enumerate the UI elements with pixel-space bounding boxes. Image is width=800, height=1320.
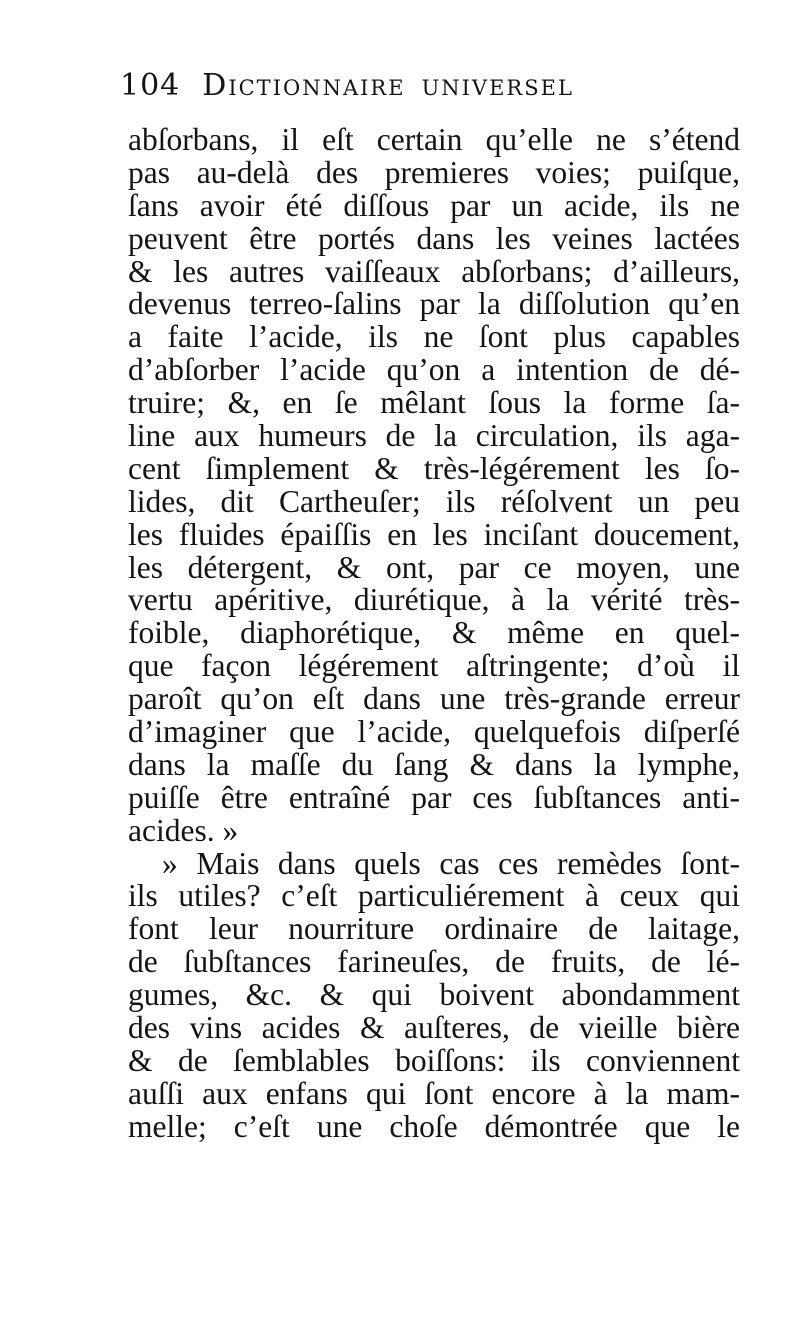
text-line: devenus terreo-ſalins par la diſſolution qu’en bbox=[128, 286, 740, 322]
text-line: auſſi aux enfans qui ſont encore à la mam- bbox=[128, 1075, 740, 1111]
text-line: peuvent être portés dans les veines lactées bbox=[128, 220, 740, 256]
text-line: & de ſemblables boiſſons: ils conviennent bbox=[128, 1042, 740, 1078]
text-line: d’abſorber l’acide qu’on a intention de dé- bbox=[128, 352, 740, 388]
page-number: 104 bbox=[120, 68, 181, 103]
text-line: font leur nourriture ordinaire de laitage, bbox=[128, 911, 740, 947]
text-line: foible, diaphorétique, & même en quel- bbox=[128, 615, 740, 651]
text-line: & les autres vaiſſeaux abſorbans; d’ailleurs, bbox=[128, 253, 740, 289]
running-head-word: Dictionnaire bbox=[202, 68, 406, 103]
text-line: des vins acides & auſteres, de vieille bière bbox=[128, 1010, 740, 1046]
text-line: ils utiles? c’eſt particuliérement à ceux qui bbox=[128, 878, 740, 914]
text-line: lides, dit Cartheuſer; ils réſolvent un peu bbox=[128, 483, 740, 519]
text-line: truire; &, en ſe mêlant ſous la forme ſa- bbox=[128, 385, 740, 421]
text-line: les détergent, & ont, par ce moyen, une bbox=[128, 549, 740, 585]
text-line: puiſſe être entraîné par ces ſubſtances anti- bbox=[128, 779, 740, 815]
text-line: les fluides épaiſſis en les inciſant doucement, bbox=[128, 516, 740, 552]
running-head bbox=[120, 68, 740, 124]
text-line: » Mais dans quels cas ces remèdes ſont- bbox=[162, 845, 740, 881]
text-line: abſorbans, il eſt certain qu’elle ne s’étend bbox=[128, 122, 740, 157]
text-line: d’imaginer que l’acide, quelquefois diſperſé bbox=[128, 714, 740, 750]
text-line: acides. » bbox=[128, 812, 239, 848]
text-line: que façon légérement aſtringente; d’où il bbox=[128, 648, 740, 684]
text-line: pas au-delà des premieres voies; puiſque, bbox=[128, 154, 740, 190]
text-line: vertu apéritive, diurétique, à la vérité très- bbox=[128, 582, 740, 618]
body-text bbox=[128, 124, 740, 1144]
text-line: dans la maſſe du ſang & dans la lymphe, bbox=[128, 746, 740, 782]
text-line: ſans avoir été diſſous par un acide, ils ne bbox=[128, 187, 740, 223]
text-line: a faite l’acide, ils ne ſont plus capables bbox=[128, 319, 740, 355]
running-head-word: universel bbox=[421, 68, 574, 103]
text-line: cent ſimplement & très-légérement les ſo- bbox=[128, 450, 740, 486]
text-line: paroît qu’on eſt dans une très-grande erreur bbox=[128, 681, 740, 717]
text-line: melle; c’eſt une choſe démontrée que le bbox=[128, 1108, 740, 1144]
text-line: de ſubſtances farineuſes, de fruits, de lé- bbox=[128, 944, 740, 980]
text-line: line aux humeurs de la circulation, ils aga- bbox=[128, 418, 740, 454]
text-line: gumes, &c. & qui boivent abondamment bbox=[128, 977, 740, 1013]
